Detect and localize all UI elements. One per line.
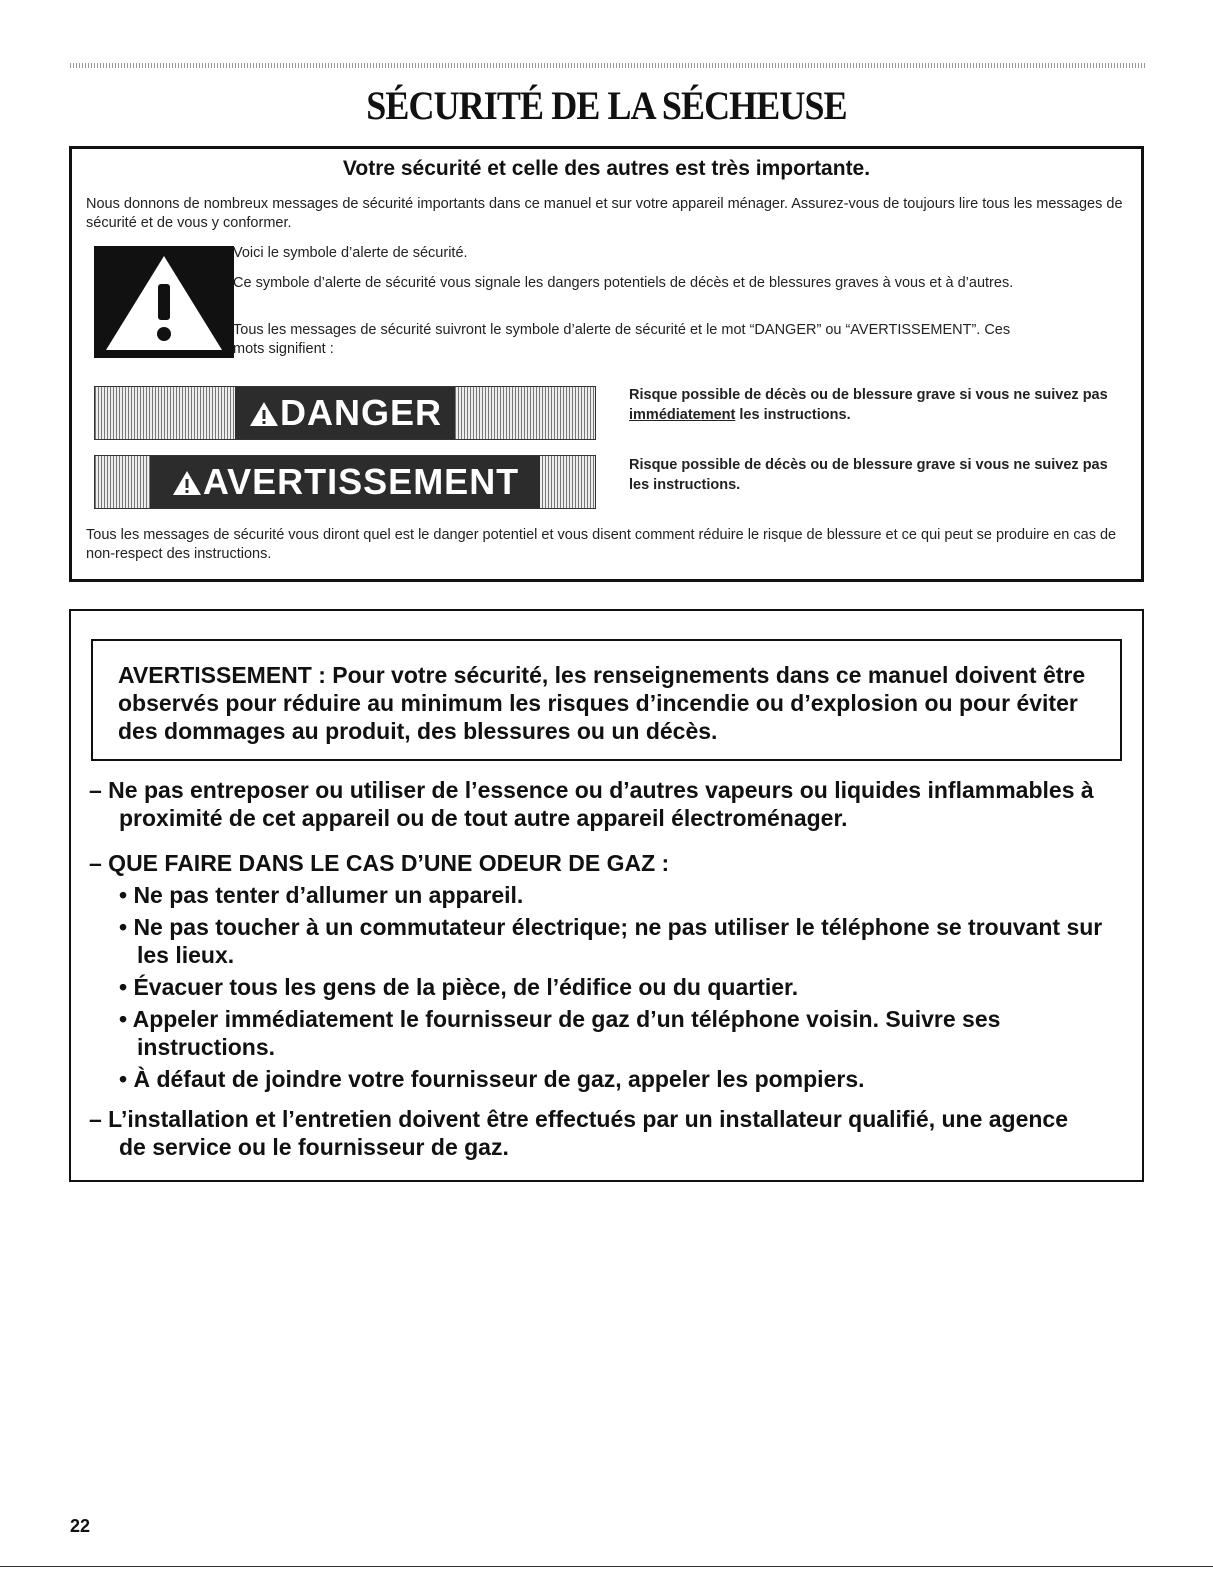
gas-item-2: – QUE FAIRE DANS LE CAS D’UNE ODEUR DE GAZ : xyxy=(89,850,670,876)
symbol-line-1: Voici le symbole d’alerte de sécurité. xyxy=(233,245,468,261)
danger-banner xyxy=(94,386,596,440)
safety-info-box xyxy=(69,146,1144,582)
bottom-rule xyxy=(0,1566,1213,1567)
gas-bullet-5: • À défaut de joindre votre fournisseur de gaz, appeler les pompiers. xyxy=(119,1066,865,1092)
gas-warning-box xyxy=(69,609,1144,1182)
gas-bullet-2: • Ne pas toucher à un commutateur électrique; ne pas utiliser le téléphone se trouvant sur les lieux. xyxy=(119,914,1103,968)
danger-description: Risque possible de décès ou de blessure grave si vous ne suivez pas immédiatement les instructions. xyxy=(629,387,1108,423)
safety-intro: Nous donnons de nombreux messages de sécurité importants dans ce manuel et sur votre appareil ménager. Assurez-vous de toujours lire tous les messages de sécurité et de vous y conformer. xyxy=(86,196,1123,231)
gas-warning-headline: AVERTISSEMENT : Pour votre sécurité, les renseignements dans ce manuel doivent être observés pour réduire au minimum les risques d’incendie ou d’explosion ou pour éviter des dommages au produit, des blessures ou un décès. xyxy=(118,662,1086,744)
page-number: 22 xyxy=(70,1516,91,1536)
page-title: SÉCURITÉ DE LA SÉCHEUSE xyxy=(366,83,847,128)
gas-item-3: – L’installation et l’entretien doivent être effectués par un installateur qualifié, une agence de service ou le fournisseur de gaz. xyxy=(89,1106,1069,1160)
warning-description: Risque possible de décès ou de blessure grave si vous ne suivez pas les instructions. xyxy=(629,457,1108,493)
danger-label: DANGER xyxy=(248,392,442,434)
symbol-line-3: Tous les messages de sécurité suivront le symbole d’alerte de sécurité et le mot “DANGER” ou “AVERTISSEMENT”. Ces mots signifient : xyxy=(233,322,1011,357)
warning-banner xyxy=(94,455,596,509)
gas-bullet-1: • Ne pas tenter d’allumer un appareil. xyxy=(119,882,524,908)
gas-bullet-3: • Évacuer tous les gens de la pièce, de l’édifice ou du quartier. xyxy=(119,974,799,1000)
top-rule xyxy=(70,63,1145,68)
gas-bullet-4: • Appeler immédiatement le fournisseur de gaz d’un téléphone voisin. Suivre ses instructions. xyxy=(119,1006,1001,1060)
danger-alert-icon xyxy=(248,400,280,428)
safety-alert-symbol-icon xyxy=(94,246,234,358)
symbol-line-2: Ce symbole d’alerte de sécurité vous signale les dangers potentiels de décès et de blessures graves à vous et à d’autres. xyxy=(233,275,1014,291)
gas-warning-headline-box xyxy=(91,639,1122,761)
gas-item-1: – Ne pas entreposer ou utiliser de l’essence ou d’autres vapeurs ou liquides inflammables à proximité de cet appareil ou de tout autre appareil électroménager. xyxy=(89,777,1094,831)
warning-label: AVERTISSEMENT xyxy=(171,461,519,503)
safety-footer: Tous les messages de sécurité vous diront quel est le danger potentiel et vous disent comment réduire le risque de blessure et ce qui peut se produire en cas de non-respect des instructions. xyxy=(86,527,1117,562)
warning-alert-icon xyxy=(171,469,203,497)
safety-heading: Votre sécurité et celle des autres est très importante. xyxy=(342,157,871,180)
